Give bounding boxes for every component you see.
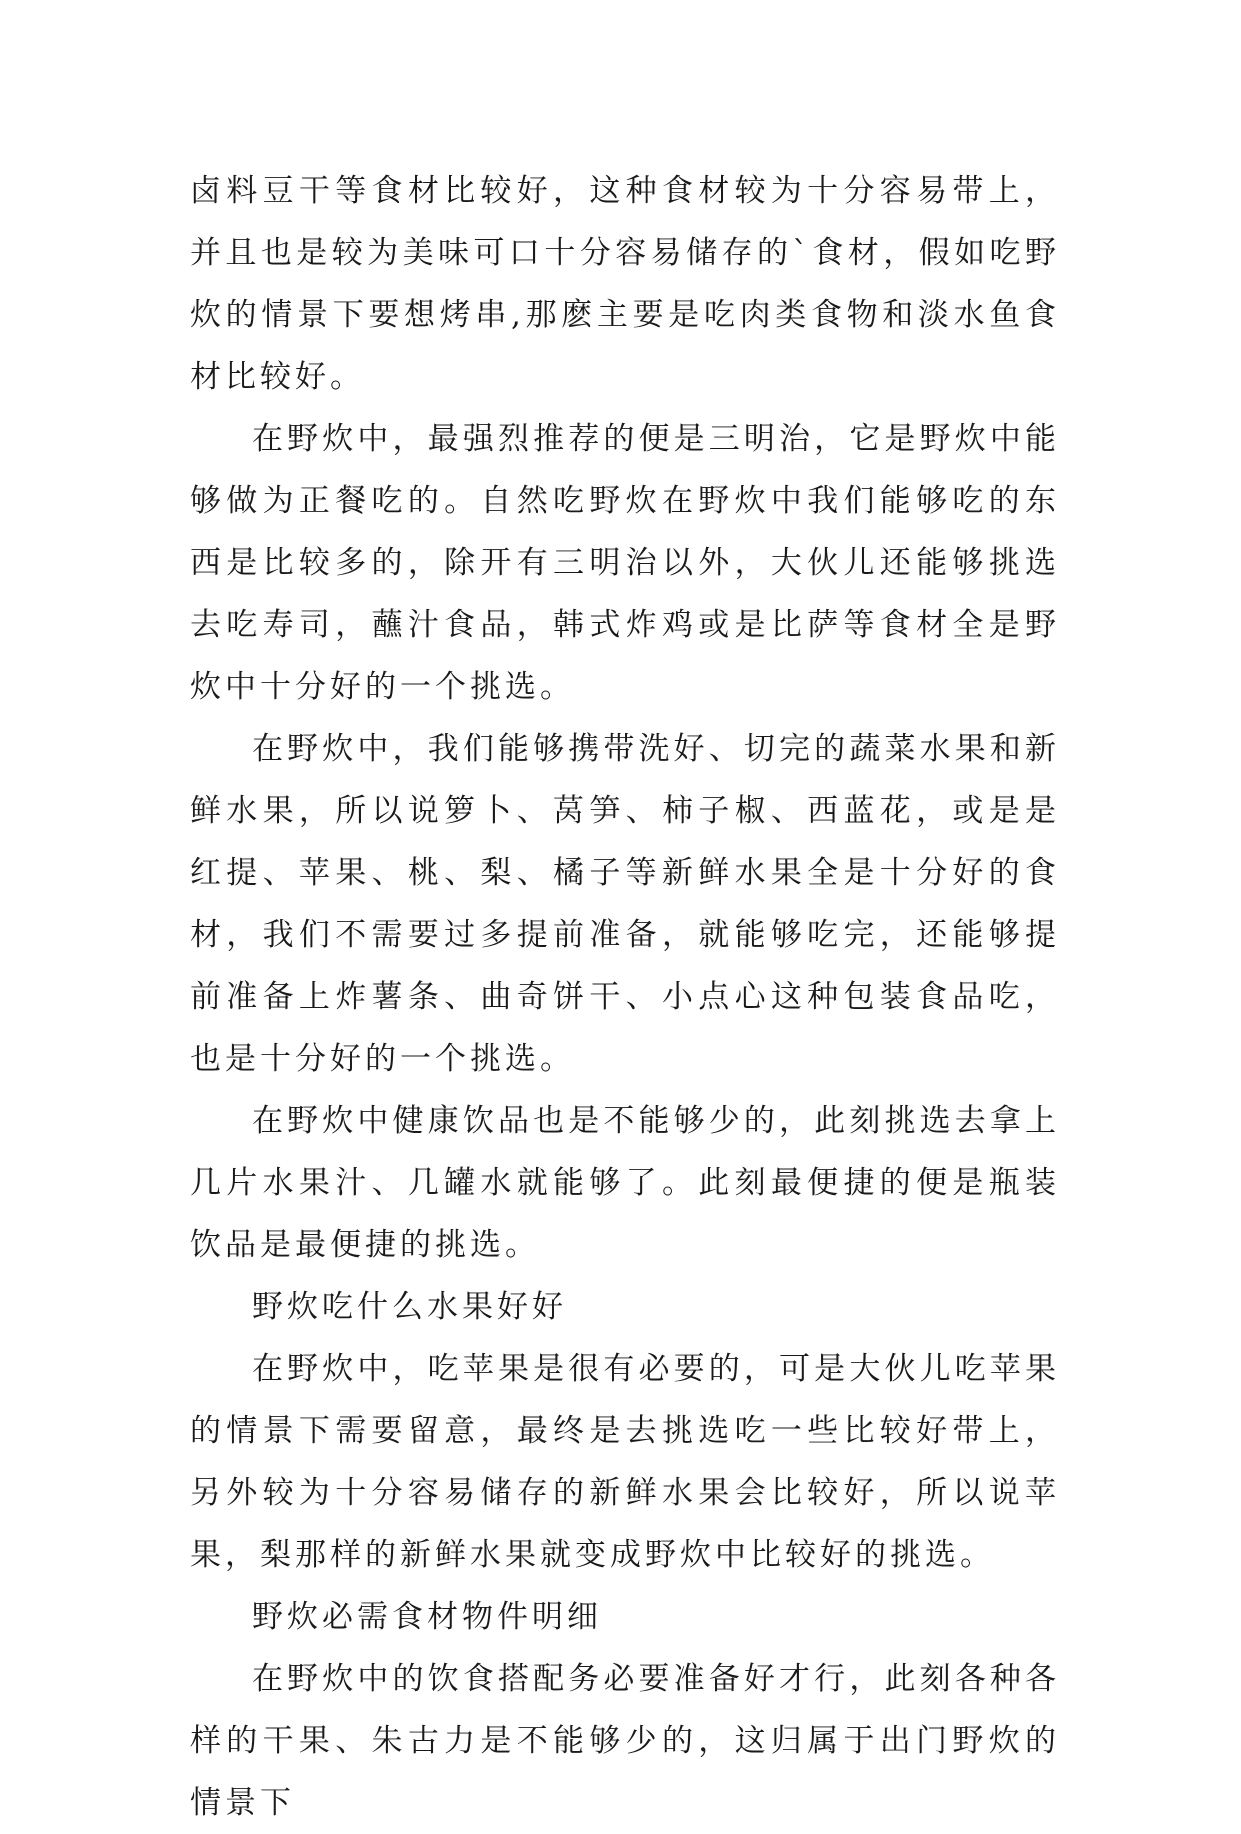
paragraph-5: 在野炊中，吃苹果是很有必要的，可是大伙儿吃苹果的情景下需要留意，最终是去挑选吃一些比较好带上，另外较为十分容易储存的新鲜水果会比较好，所以说苹果，梨那样的新鲜水果就变成野炊中比较好的挑选。 [190, 1351, 1060, 1573]
paragraph-4: 在野炊中健康饮品也是不能够少的，此刻挑选去拿上几片水果汁、几罐水就能够了。此刻最便捷的便是瓶装饮品是最便捷的挑选。 [190, 1103, 1060, 1263]
paragraph-6: 在野炊中的饮食搭配务必要准备好才行，此刻各种各样的干果、朱古力是不能够少的，这归属于出门野炊的情景下 [190, 1661, 1060, 1821]
paragraph-1: 卤料豆干等食材比较好，这种食材较为十分容易带上，并且也是较为美味可口十分容易储存的`食材，假如吃野炊的情景下要想烤串,那麽主要是吃肉类食物和淡水鱼食材比较好。 [190, 173, 1060, 395]
document-body [190, 160, 1060, 1834]
section-heading-ingredients: 野炊必需食材物件明细 [252, 1599, 602, 1635]
paragraph-2: 在野炊中，最强烈推荐的便是三明治，它是野炊中能够做为正餐吃的。自然吃野炊在野炊中我们能够吃的东西是比较多的，除开有三明治以外，大伙儿还能够挑选去吃寿司，蘸汁食品，韩式炸鸡或是比萨等食材全是野炊中十分好的一个挑选。 [190, 421, 1060, 705]
section-heading-fruit: 野炊吃什么水果好好 [252, 1289, 567, 1325]
paragraph-3: 在野炊中，我们能够携带洗好、切完的蔬菜水果和新鲜水果，所以说箩卜、莴笋、柿子椒、西蓝花，或是是红提、苹果、桃、梨、橘子等新鲜水果全是十分好的食材，我们不需要过多提前准备，就能够吃完，还能够提前准备上炸薯条、曲奇饼干、小点心这种包装食品吃，也是十分好的一个挑选。 [190, 731, 1060, 1077]
